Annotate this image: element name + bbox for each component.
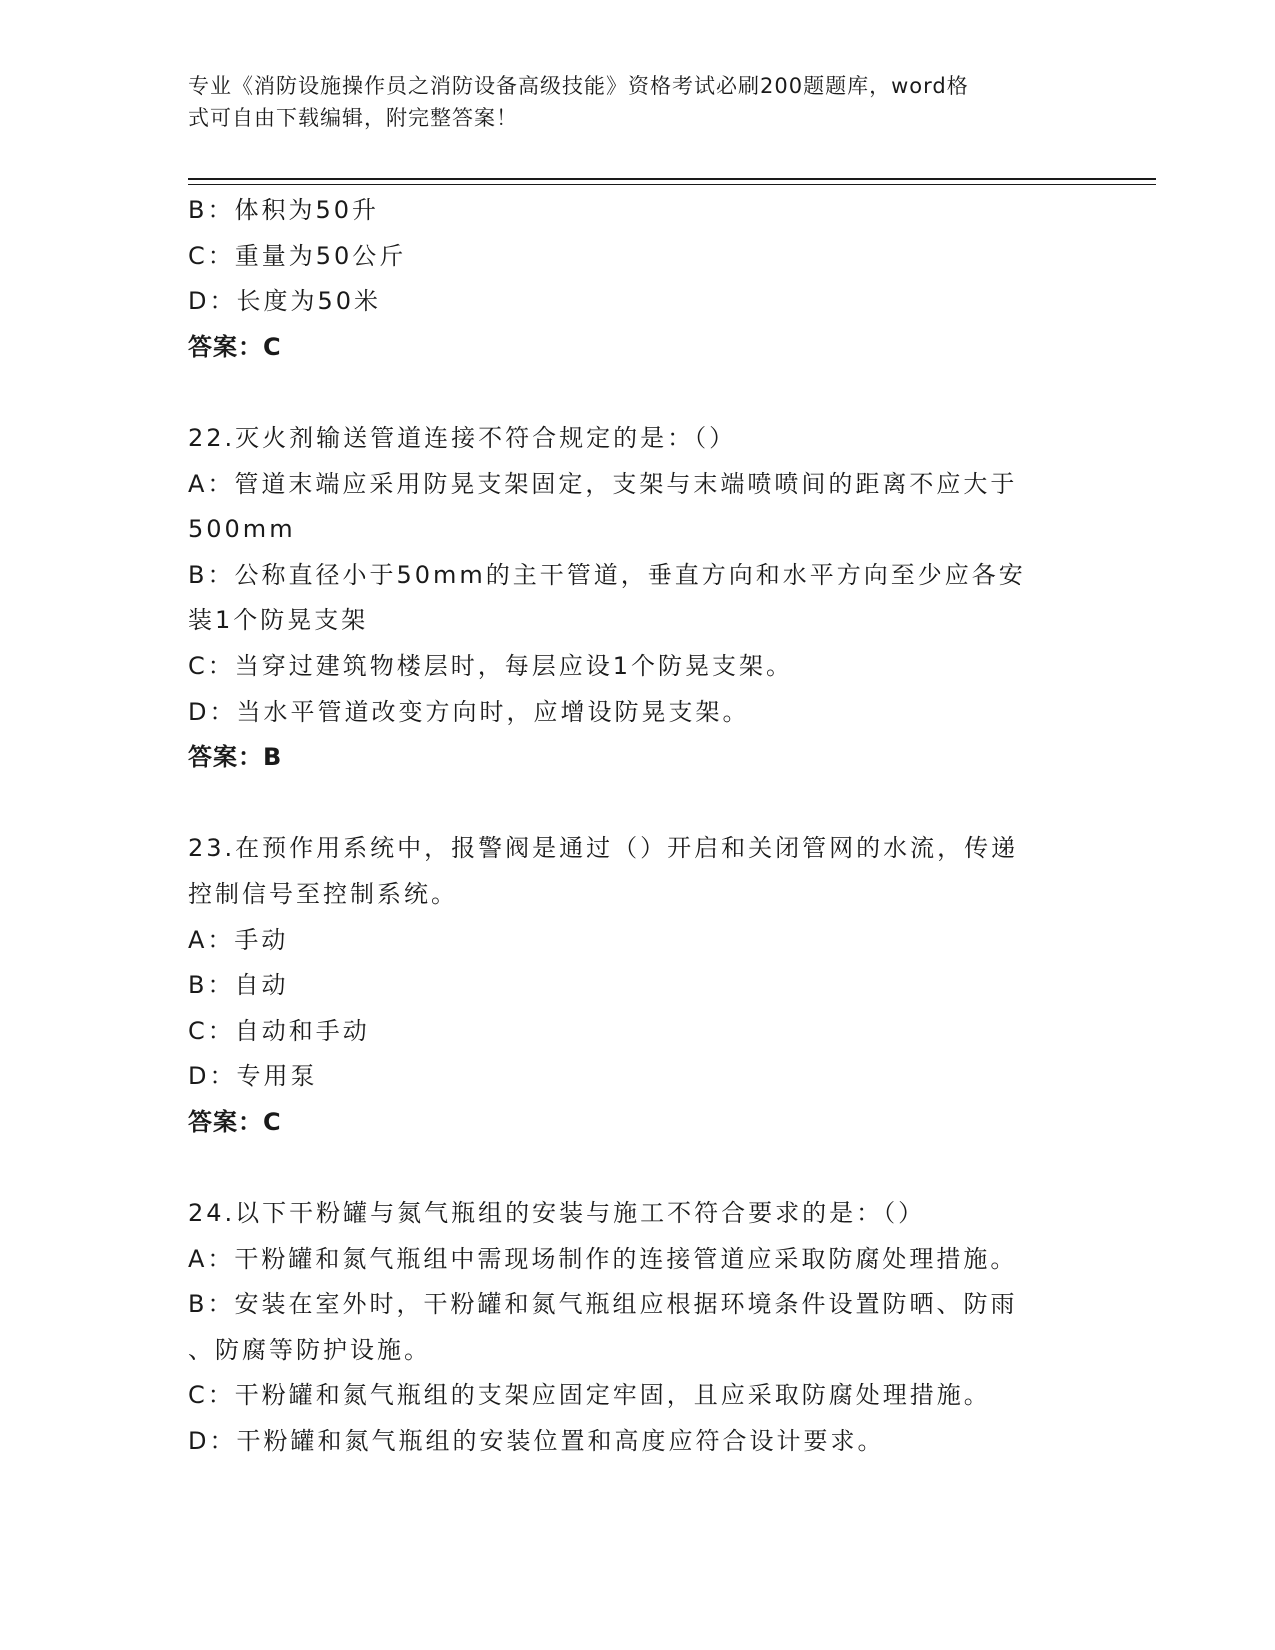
option-c: C：当穿过建筑物楼层时，每层应设1个防晃支架。: [188, 651, 794, 680]
option-a: A：管道末端应采用防晃支架固定，支架与末端喷喷间的距离不应大于: [188, 469, 1018, 498]
question-stem: 22.灭火剂输送管道连接不符合规定的是：（）: [188, 423, 737, 452]
option-b: B：自动: [188, 971, 289, 1000]
header-line-1: 专业《消防设施操作员之消防设备高级技能》资格考试必刷200题题库，word格: [188, 74, 969, 98]
spacer: [188, 1145, 1088, 1191]
option-d: D：干粉罐和氮气瓶组的安装位置和高度应符合设计要求。: [188, 1427, 885, 1456]
option-b: B：公称直径小于50mm的主干管道，垂直方向和水平方向至少应各安: [188, 560, 1026, 589]
option-d: D：专用泵: [188, 1062, 318, 1091]
question-stem-continued: 控制信号至控制系统。: [188, 879, 458, 908]
question-stem: 24.以下干粉罐与氮气瓶组的安装与施工不符合要求的是：（）: [188, 1199, 926, 1228]
spacer: [188, 370, 1088, 416]
document-header: [188, 70, 1068, 134]
option-b-continued: 装1个防晃支架: [188, 606, 369, 635]
header-divider-thick: [188, 178, 1156, 180]
option-c: C：干粉罐和氮气瓶组的支架应固定牢固，且应采取防腐处理措施。: [188, 1381, 991, 1410]
question-22: [188, 416, 1088, 781]
answer-line: 答案：C: [188, 332, 282, 361]
option-a-continued: 500mm: [188, 515, 296, 544]
option-a: A：手动: [188, 925, 289, 954]
option-b: B：安装在室外时，干粉罐和氮气瓶组应根据环境条件设置防晒、防雨: [188, 1290, 1018, 1319]
question-21-tail: [188, 188, 1088, 370]
question-stem: 23.在预作用系统中，报警阀是通过（）开启和关闭管网的水流，传递: [188, 834, 1019, 863]
option-a: A：干粉罐和氮气瓶组中需现场制作的连接管道应采取防腐处理措施。: [188, 1244, 1018, 1273]
option-b: B：体积为50升: [188, 196, 380, 224]
question-list: [188, 188, 1088, 1465]
option-c: C：重量为50公斤: [188, 241, 407, 270]
question-23: [188, 826, 1088, 1145]
option-d: D：当水平管道改变方向时，应增设防晃支架。: [188, 697, 750, 726]
question-24: [188, 1191, 1088, 1465]
option-b-continued: 、防腐等防护设施。: [188, 1335, 431, 1364]
header-divider-thin: [188, 184, 1156, 185]
header-line-2: 式可自由下载编辑，附完整答案！: [188, 106, 518, 130]
answer-line: 答案：C: [188, 1107, 282, 1136]
answer-line: 答案：B: [188, 743, 283, 772]
spacer: [188, 781, 1088, 827]
option-c: C：自动和手动: [188, 1016, 370, 1045]
option-d: D：长度为50米: [188, 287, 382, 316]
